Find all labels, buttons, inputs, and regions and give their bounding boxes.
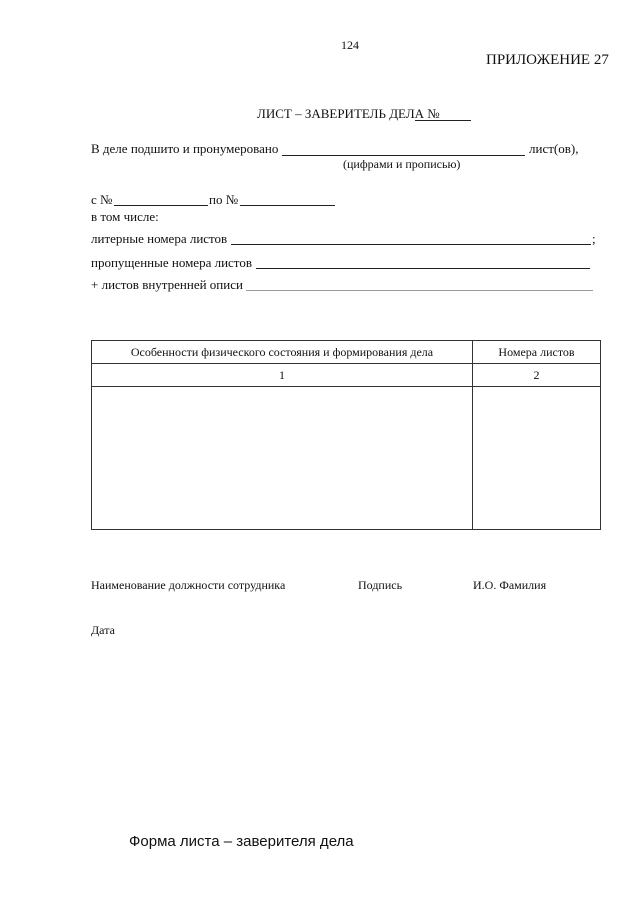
features-cell[interactable]	[92, 387, 473, 530]
appendix-label: ПРИЛОЖЕНИЕ 27	[486, 52, 609, 68]
case-condition-table	[91, 340, 601, 530]
letter-numbers-field[interactable]	[231, 244, 591, 245]
from-number-field[interactable]	[114, 205, 208, 206]
sheet-numbers-cell[interactable]	[473, 387, 601, 530]
page-number: 124	[341, 38, 359, 52]
sheets-count-field[interactable]	[282, 155, 525, 156]
inner-inventory-field[interactable]	[246, 290, 593, 291]
inner-inventory-label: + листов внутренней описи	[91, 277, 243, 292]
date-label: Дата	[91, 623, 115, 637]
to-number-label: по №	[209, 192, 239, 207]
form-title: ЛИСТ – ЗАВЕРИТЕЛЬ ДЕЛА №	[257, 106, 440, 121]
including-label: в том числе:	[91, 209, 159, 224]
column-header-features: Особенности физического состояния и формирования дела	[92, 341, 473, 364]
sheets-suffix: лист(ов),	[529, 141, 579, 156]
figure-caption: Форма листа – заверителя дела	[129, 833, 354, 850]
sewn-numbered-label: В деле подшито и пронумеровано	[91, 141, 279, 156]
letter-numbers-end: ;	[592, 231, 596, 246]
position-label: Наименование должности сотрудника	[91, 578, 286, 592]
name-label: И.О. Фамилия	[473, 578, 547, 592]
letter-numbers-label: литерные номера листов	[91, 231, 228, 246]
column-header-sheet-numbers: Номера листов	[473, 341, 601, 364]
column-number-2: 2	[473, 364, 601, 387]
column-number-1: 1	[92, 364, 473, 387]
signature-label: Подпись	[358, 578, 403, 592]
missing-numbers-field[interactable]	[256, 268, 590, 269]
sheets-count-hint: (цифрами и прописью)	[343, 157, 461, 171]
case-number-field[interactable]	[415, 120, 471, 121]
from-number-label: с №	[91, 192, 113, 207]
missing-numbers-label: пропущенные номера листов	[91, 255, 252, 270]
to-number-field[interactable]	[240, 205, 335, 206]
